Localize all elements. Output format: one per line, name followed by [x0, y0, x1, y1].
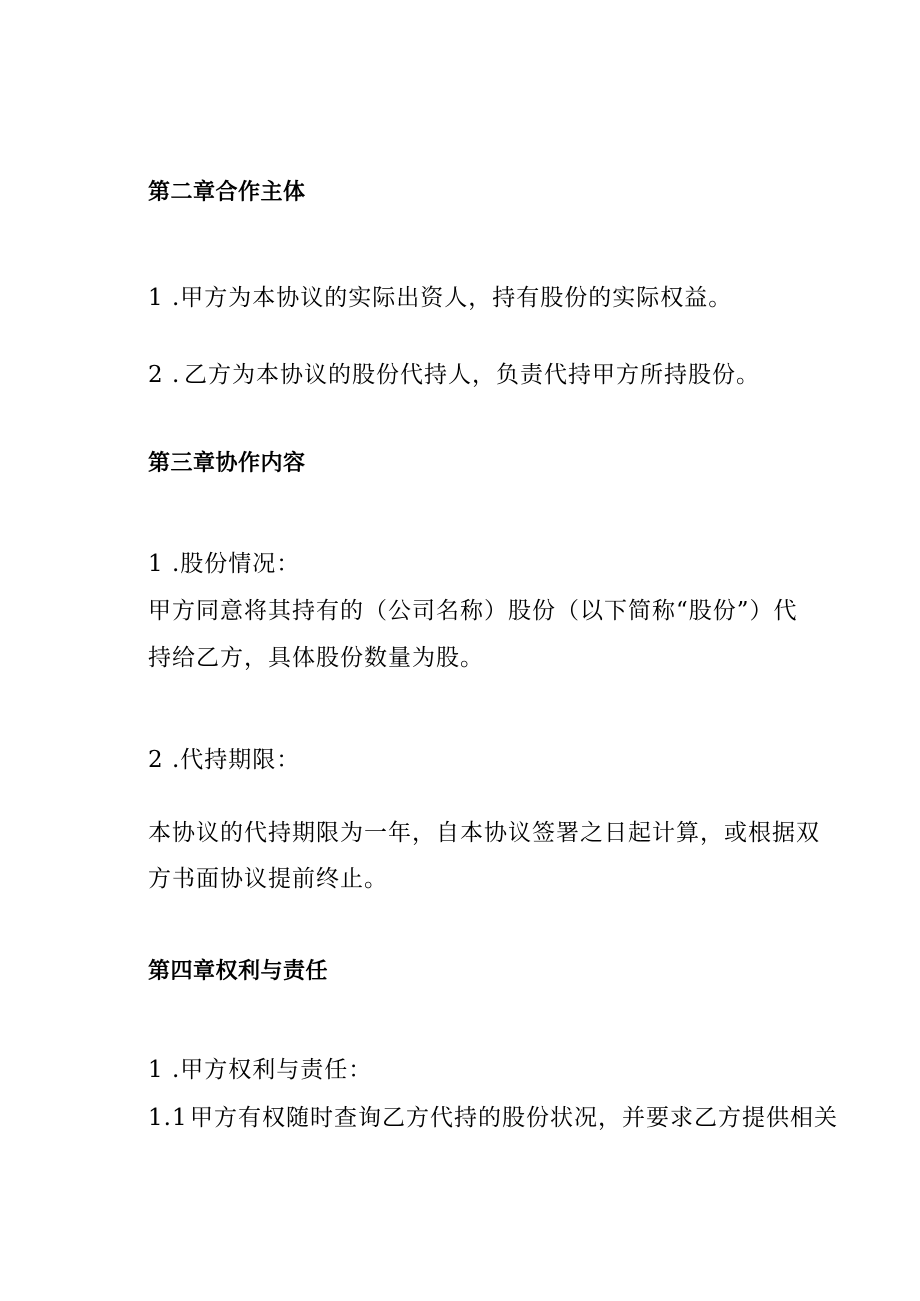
- item-label: 股份情况：: [180, 551, 301, 577]
- item-number: 2 .: [148, 362, 181, 388]
- chapter-4-title: 第四章权利与责任: [148, 959, 329, 984]
- item-number: 2 .: [148, 747, 181, 773]
- item-label: 代持期限：: [180, 747, 301, 773]
- item-number: 1 .: [148, 285, 181, 311]
- chapter-3-item-2-heading: [148, 745, 300, 775]
- chapter-4-item-1-1: [148, 1103, 838, 1133]
- chapter-3-item-2-para-line-1: 本协议的代持期限为一年，自本协议签署之日起计算，或根据双: [148, 820, 820, 846]
- sub-item-text: 甲方有权随时查询乙方代持的股份状况，并要求乙方提供相关: [190, 1105, 838, 1131]
- chapter-3-item-1-para-line-2: 持给乙方，具体股份数量为股。: [148, 645, 484, 671]
- item-number: 1 .: [148, 1057, 181, 1083]
- chapter-3-item-1-para-line-1: 甲方同意将其持有的（公司名称）股份（以下简称“股份”）代: [148, 598, 798, 624]
- sub-item-number: 1.1: [148, 1105, 188, 1131]
- item-label: 甲方权利与责任：: [180, 1057, 373, 1083]
- chapter-2-item-1: [148, 283, 732, 313]
- chapter-2-item-2: [148, 360, 760, 390]
- item-text: 乙方为本协议的股份代持人，负责代持甲方所持股份。: [184, 362, 760, 388]
- chapter-2-title: 第二章合作主体: [148, 180, 306, 205]
- chapter-3-item-1-heading: [148, 549, 300, 579]
- item-number: 1 .: [148, 551, 181, 577]
- chapter-3-title: 第三章协作内容: [148, 451, 306, 476]
- chapter-3-item-2-para-line-2: 方书面协议提前终止。: [148, 866, 388, 892]
- chapter-4-item-1-heading: [148, 1055, 372, 1085]
- item-text: 甲方为本协议的实际出资人，持有股份的实际权益。: [180, 285, 733, 311]
